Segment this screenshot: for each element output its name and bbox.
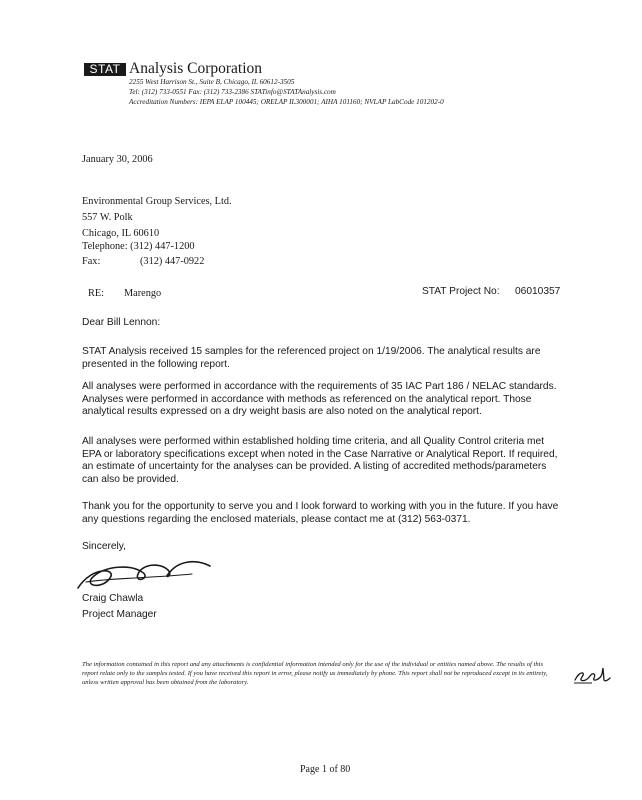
accreditation-numbers: Accreditation Numbers: IEPA ELAP 100445; ORELAP IL300001; AIHA 101160; NVLAP LabCode 101202-0	[129, 98, 444, 106]
confidentiality-disclaimer: The information contained in this report and any attachments is confidential information intended only for the use of the individual or entities named above. The results of this report relate only to the samples tested. If you have received this report in error, please notify us immediately by phone. This report shall not be reproduced except in its entirety, unless written approval has been obtained from the laboratory.	[82, 661, 548, 686]
paragraph-thanks: Thank you for the opportunity to serve you and I look forward to working with you in the future. If you have any questions regarding the enclosed materials, please contact me at (312) 563-0371.	[82, 501, 559, 525]
paragraph-quality: All analyses were performed within established holding time criteria, and all Quality Control criteria met EPA or laboratory specifications except when noted in the Case Narrative or Analytical Report. If required, an estimate of uncertainty for the analyses can be provided. A listing of accredited methods/parameters can also be provided.	[82, 436, 558, 485]
recipient-street: 557 W. Polk	[82, 212, 133, 223]
letter-date: January 30, 2006	[82, 154, 153, 165]
signer-name: Craig Chawla	[82, 593, 144, 604]
company-logo: STAT	[84, 63, 126, 76]
recipient-city: Chicago, IL 60610	[82, 228, 160, 239]
recipient-telephone: Telephone: (312) 447-1200	[82, 241, 195, 252]
signature-image	[72, 548, 222, 596]
initials-mark	[572, 664, 612, 686]
re-label: RE:	[88, 288, 105, 299]
re-value: Marengo	[124, 288, 162, 299]
page-number: Page 1 of 80	[300, 764, 351, 775]
company-contact: Tel: (312) 733-0551 Fax: (312) 733-2386 STATinfo@STATAnalysis.com	[129, 88, 336, 96]
recipient-fax-number: (312) 447-0922	[140, 256, 205, 267]
project-number: 06010357	[515, 286, 561, 297]
salutation: Dear Bill Lennon:	[82, 317, 161, 328]
recipient-fax-label: Fax:	[82, 256, 101, 267]
paragraph-analyses: All analyses were performed in accordance with the requirements of 35 IAC Part 186 / NELAC standards. Analyses were performed in accordance with methods as referenced on the analytical report. Those analytical results expressed on a dry weight basis are also noted on the analytical report.	[82, 381, 557, 418]
company-address: 2255 West Harrison St., Suite B, Chicago, IL 60612-3505	[129, 78, 295, 86]
closing: Sincerely,	[82, 541, 126, 552]
recipient-company: Environmental Group Services, Ltd.	[82, 196, 232, 207]
signer-title: Project Manager	[82, 609, 157, 620]
project-label: STAT Project No:	[422, 286, 500, 297]
company-name: Analysis Corporation	[129, 60, 263, 77]
paragraph-samples: STAT Analysis received 15 samples for the referenced project on 1/19/2006. The analytical results are presented in the following report.	[82, 346, 541, 370]
